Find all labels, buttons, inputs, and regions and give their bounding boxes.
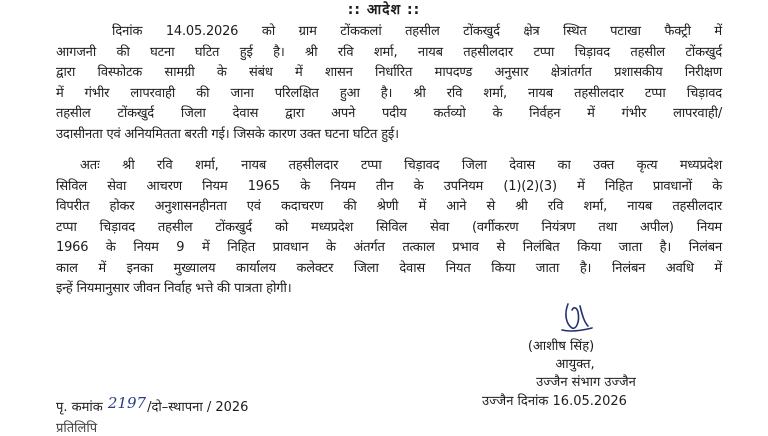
reference-number: 2197	[107, 394, 147, 412]
paragraph-line: अतः श्री रवि शर्मा, नायब तहसीलदार टप्पा चिड़ावद जिला देवास का उक्त कृत्य मध्यप्रदेश	[80, 158, 722, 173]
copy-to-label: प्रतिलिपि	[56, 421, 98, 436]
paragraph-line: विपरीत होकर अनुशासनहीनता एवं कदाचरण की श्रेणी में आने से श्री रवि शर्मा, नायब तहसीलदार	[56, 199, 722, 214]
reference-number-line	[56, 394, 249, 415]
reference-prefix: पृ. कमांक	[56, 400, 103, 415]
paragraph-line: 1966 के नियम 9 में निहित प्रावधान के अंतर्गत तत्काल प्रभाव से निलंबित किया जाता है। निलंबन	[56, 240, 722, 255]
paragraph-line: सिविल सेवा आचरण नियम 1965 के नियम तीन के उपनियम (1)(2)(3) में निहित प्रावधानों के	[56, 178, 722, 194]
paragraph-line: द्वारा विस्फोटक सामग्री के संबंध में शासन निर्धारित मापदण्ड अनुसार क्षेत्रांतर्गत प्रशासकीय निरीक्षण	[56, 65, 722, 80]
paragraph-line: टप्पा चिड़ावद तहसील टोंकखुर्द को मध्यप्रदेश सिविल सेवा (वर्गीकरण नियंत्रण तथा अपील) नियम	[56, 219, 722, 235]
signatory-title: आयुक्त,	[555, 357, 595, 372]
signatory-date: उज्जैन दिनांक 16.05.2026	[482, 394, 627, 409]
signatory-office: उज्जैन संभाग उज्जैन	[536, 375, 636, 390]
paragraph-line: तहसील टोंकखुर्द जिला देवास द्वारा अपने पदीय कर्तव्यो के निर्वहन में गंभीर लापरवाही/	[56, 106, 722, 121]
order-heading: :: आदेश ::	[347, 2, 421, 18]
handwritten-signature	[556, 300, 596, 336]
paragraph-incident	[56, 22, 722, 145]
signatory-name: (आशीष सिंह)	[527, 339, 595, 354]
paragraph-line: उदासीनता एवं अनियमितता बरती गई। जिसके कारण उक्त घटना घटित हुई।	[56, 126, 399, 142]
paragraph-line: में गंभीर लापरवाही की जाना परिलक्षित हुआ है। श्री रवि शर्मा, नायब तहसीलदार टप्पा चिड़ावद	[56, 85, 722, 101]
paragraph-line: काल में इनका मुख्यालय कार्यालय कलेक्टर जिला देवास नियत किया जाता है। निलंबन अवधि में	[56, 260, 722, 276]
paragraph-line: इन्हें नियमानुसार जीवन निर्वाह भत्ते की पात्रता होगी।	[56, 281, 292, 296]
reference-suffix: /दो–स्थापना / 2026	[147, 400, 249, 415]
paragraph-suspension	[56, 156, 722, 300]
paragraph-line: आगजनी की घटना घटित हुई है। श्री रवि शर्मा, नायब तहसीलदार टप्पा चिड़ावद तहसील टोंकखुर्द	[56, 44, 722, 60]
paragraph-line: दिनांक 14.05.2026 को ग्राम टोंककलां तहसील टोंकखुर्द क्षेत्र स्थित पटाखा फैक्ट्री में	[112, 24, 722, 39]
